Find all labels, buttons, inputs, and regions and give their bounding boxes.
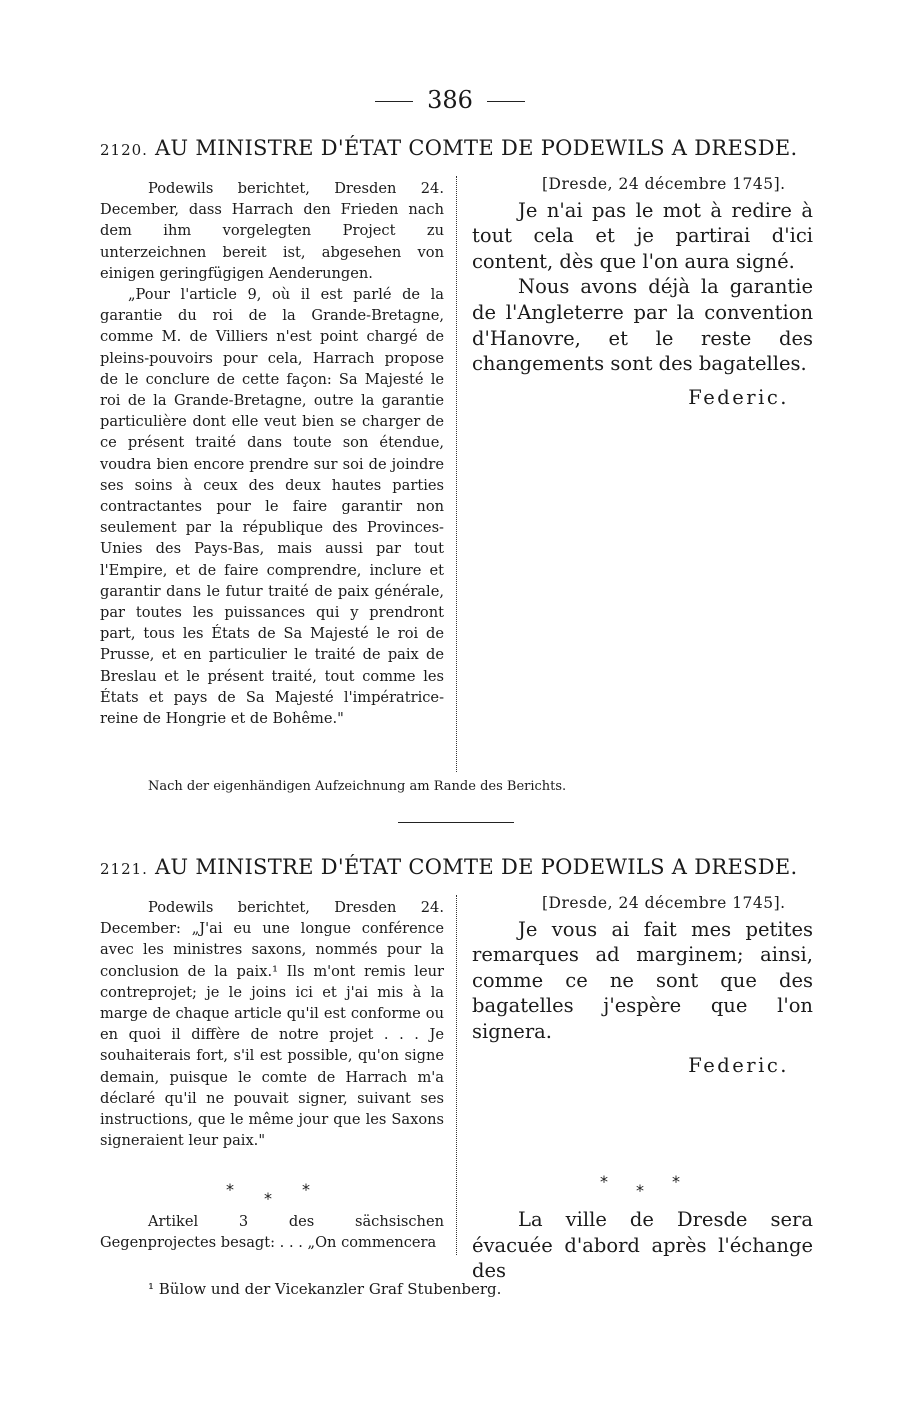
page-number: 386	[427, 86, 473, 114]
column-divider	[456, 895, 457, 1255]
report-continuation	[100, 1211, 444, 1253]
summary-paragraph: Podewils berichtet, Dresden 24. December, dass Harrach den Frieden nach dem ihm vorgelegten Project zu unterzeichnen bereit ist, abgesehen von einigen geringfügigen Aenderungen.	[100, 180, 444, 282]
asterism: * * *	[226, 1180, 310, 1208]
summary-paragraph: Artikel 3 des sächsischen Gegenprojectes besagt: . . . „On commencera	[100, 1213, 444, 1252]
reply-paragraph: Nous avons déjà la garantie de l'Angleterre par la convention d'Hanovre, et le reste des changements sont des bagatelles.	[472, 275, 813, 376]
reply-continuation	[472, 1207, 813, 1284]
letter-number: 2120.	[100, 141, 148, 159]
letter-heading	[100, 136, 820, 160]
summary-paragraph: „Pour l'article 9, où il est parlé de la garantie du roi de la Grande-Bretagne, comme M. de Villiers n'est point chargé de pleins-pouvoirs pour cela, Harrach propose de le conclure de cette façon: Sa Majesté le roi de la Grande-Bretagne, outre la garantie particulière dont elle veut bien se charger de ce présent traité dans toute son étendue, voudra bien encore prendre sur soi de joindre ses soins à ceux des deux hautes parties contractantes pour le faire garantir non seulement par la république des Provinces-Unies des Pays-Bas, mais aussi par tout l'Empire, et de faire comprendre, inclure et garantir dans le futur traité de paix générale, par toutes les puissances qui y prendront part, tous les États de Sa Majesté le roi de Prusse, et en particulier le traité de paix de Breslau et le présent traité, tout comme les États et pays de Sa Majesté l'impératrice-reine de Hongrie et de Bohême."	[100, 286, 444, 728]
reply-paragraph: Je n'ai pas le mot à redire à tout cela et je partirai d'ici content, dès que l'on aura signé.	[472, 198, 813, 273]
reply-date: [Dresde, 24 décembre 1745].	[542, 175, 786, 193]
king-reply	[472, 891, 813, 1078]
page-header	[0, 86, 900, 114]
summary-paragraph: Podewils berichtet, Dresden 24. December: „J'ai eu une longue conférence avec les ministres saxons, nommés pour la conclusion de la paix.¹ Ils m'ont remis leur contreprojet; je le joins ici et j'ai mis à la marge de chaque article qu'il est conforme ou en quoi il diffère de notre projet . . . Je souhaiterais fort, s'il est possible, qu'on signe demain, puisque le comte de Harrach m'a déclaré qu'il ne pouvait signer, suivant ses instructions, que le même jour que les Saxons signeraient leur paix."	[100, 899, 444, 1150]
section-separator	[398, 822, 514, 823]
reply-paragraph: Je vous ai fait mes petites remarques ad marginem; ainsi, comme ce ne sont que des bagatelles j'espère que l'on signera.	[472, 917, 813, 1043]
letter-title: AU MINISTRE D'ÉTAT COMTE DE PODEWILS A DRESDE.	[154, 136, 798, 160]
column-divider	[456, 176, 457, 772]
report-summary	[100, 178, 444, 729]
signature: Federic.	[688, 1053, 789, 1077]
reply-date: [Dresde, 24 décembre 1745].	[542, 894, 786, 912]
asterism: * * *	[600, 1172, 680, 1200]
source-note: Nach der eigenhändigen Aufzeichnung am Rande des Berichts.	[148, 779, 567, 794]
reply-paragraph: La ville de Dresde sera évacuée d'abord après l'échange des	[472, 1208, 813, 1283]
letter-heading	[100, 855, 820, 879]
header-dash-left	[375, 101, 413, 102]
letter-number: 2121.	[100, 860, 148, 878]
report-summary	[100, 897, 444, 1151]
signature: Federic.	[688, 385, 789, 409]
letter-title: AU MINISTRE D'ÉTAT COMTE DE PODEWILS A DRESDE.	[154, 855, 798, 879]
king-reply	[472, 172, 813, 410]
footnote: ¹ Bülow und der Vicekanzler Graf Stubenberg.	[148, 1280, 502, 1298]
header-dash-right	[487, 101, 525, 102]
